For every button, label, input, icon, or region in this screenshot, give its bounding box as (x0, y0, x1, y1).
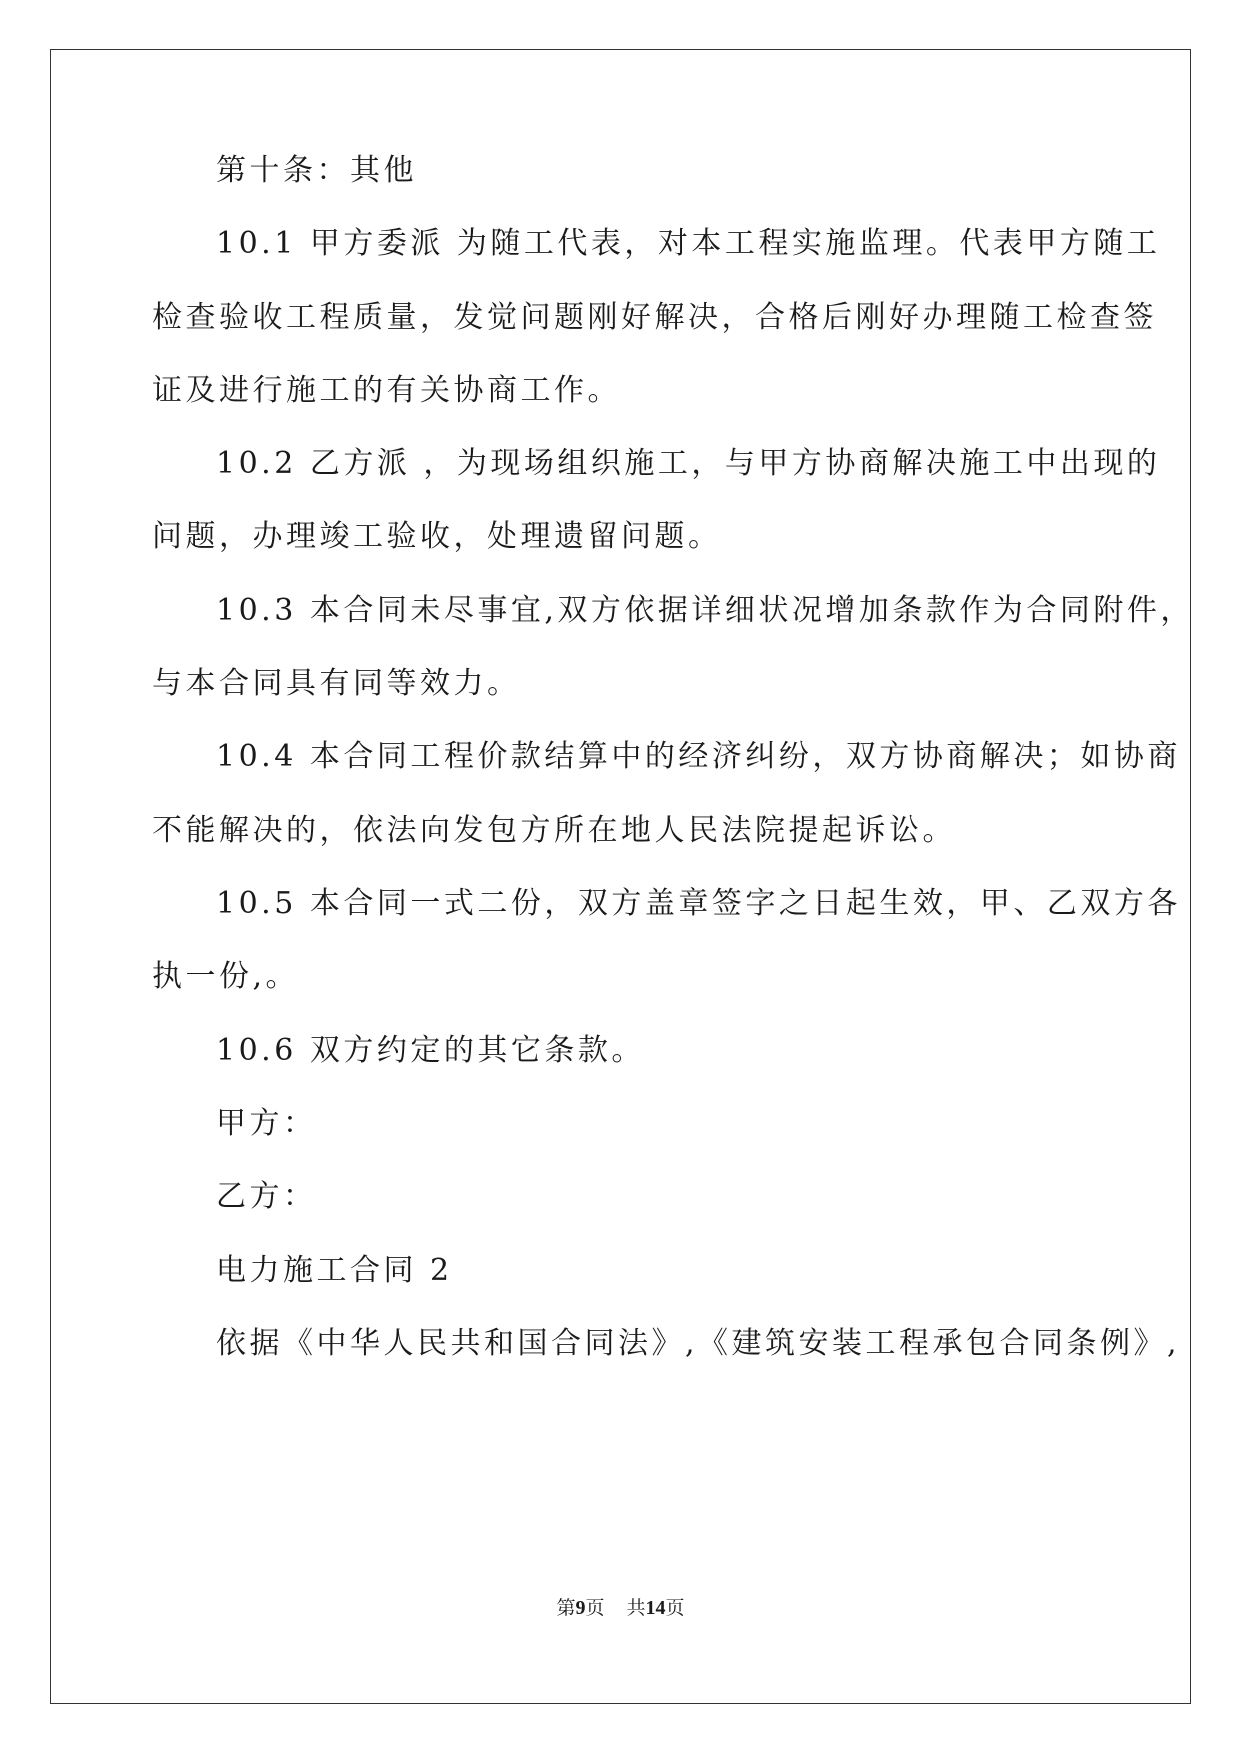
paragraph-line: 检查验收工程质量，发觉问题刚好解决，合格后刚好办理随工检查签 (152, 300, 1157, 335)
page-footer (0, 1596, 1241, 1620)
page-suffix: 页 (585, 1597, 605, 1619)
total-prefix: 共 (626, 1597, 646, 1619)
paragraph-line: 10.1 甲方委派 为随工代表，对本工程实施监理。代表甲方随工 (216, 226, 1161, 261)
paragraph-line: 与本合同具有同等效力。 (152, 666, 521, 701)
page-prefix: 第 (556, 1597, 576, 1619)
paragraph-line: 10.2 乙方派 ，为现场组织施工，与甲方协商解决施工中出现的 (216, 446, 1161, 481)
page-number: 9 (575, 1597, 586, 1619)
paragraph-line: 10.5 本合同一式二份，双方盖章签字之日起生效，甲、乙双方各 (216, 886, 1181, 921)
contract-title: 电力施工合同 2 (216, 1253, 453, 1288)
party-b-label: 乙方： (216, 1179, 317, 1214)
section-heading: 第十条：其他 (216, 153, 417, 188)
paragraph-line: 执一份,。 (152, 959, 300, 994)
paragraph-line: 10.4 本合同工程价款结算中的经济纠纷，双方协商解决；如协商 (216, 739, 1181, 774)
total-suffix: 页 (665, 1597, 685, 1619)
party-a-label: 甲方： (216, 1106, 317, 1141)
paragraph-line: 不能解决的，依法向发包方所在地人民法院提起诉讼。 (152, 813, 956, 848)
total-pages: 14 (645, 1597, 666, 1619)
paragraph-line: 问题，办理竣工验收，处理遗留问题。 (152, 519, 722, 554)
paragraph-line: 证及进行施工的有关协商工作。 (152, 373, 621, 408)
paragraph-line: 依据《中华人民共和国合同法》,《建筑安装工程承包合同条例》, (216, 1326, 1181, 1361)
paragraph-line: 10.6 双方约定的其它条款。 (216, 1033, 645, 1068)
paragraph-line: 10.3 本合同未尽事宜,双方依据详细状况增加条款作为合同附件， (216, 593, 1194, 628)
